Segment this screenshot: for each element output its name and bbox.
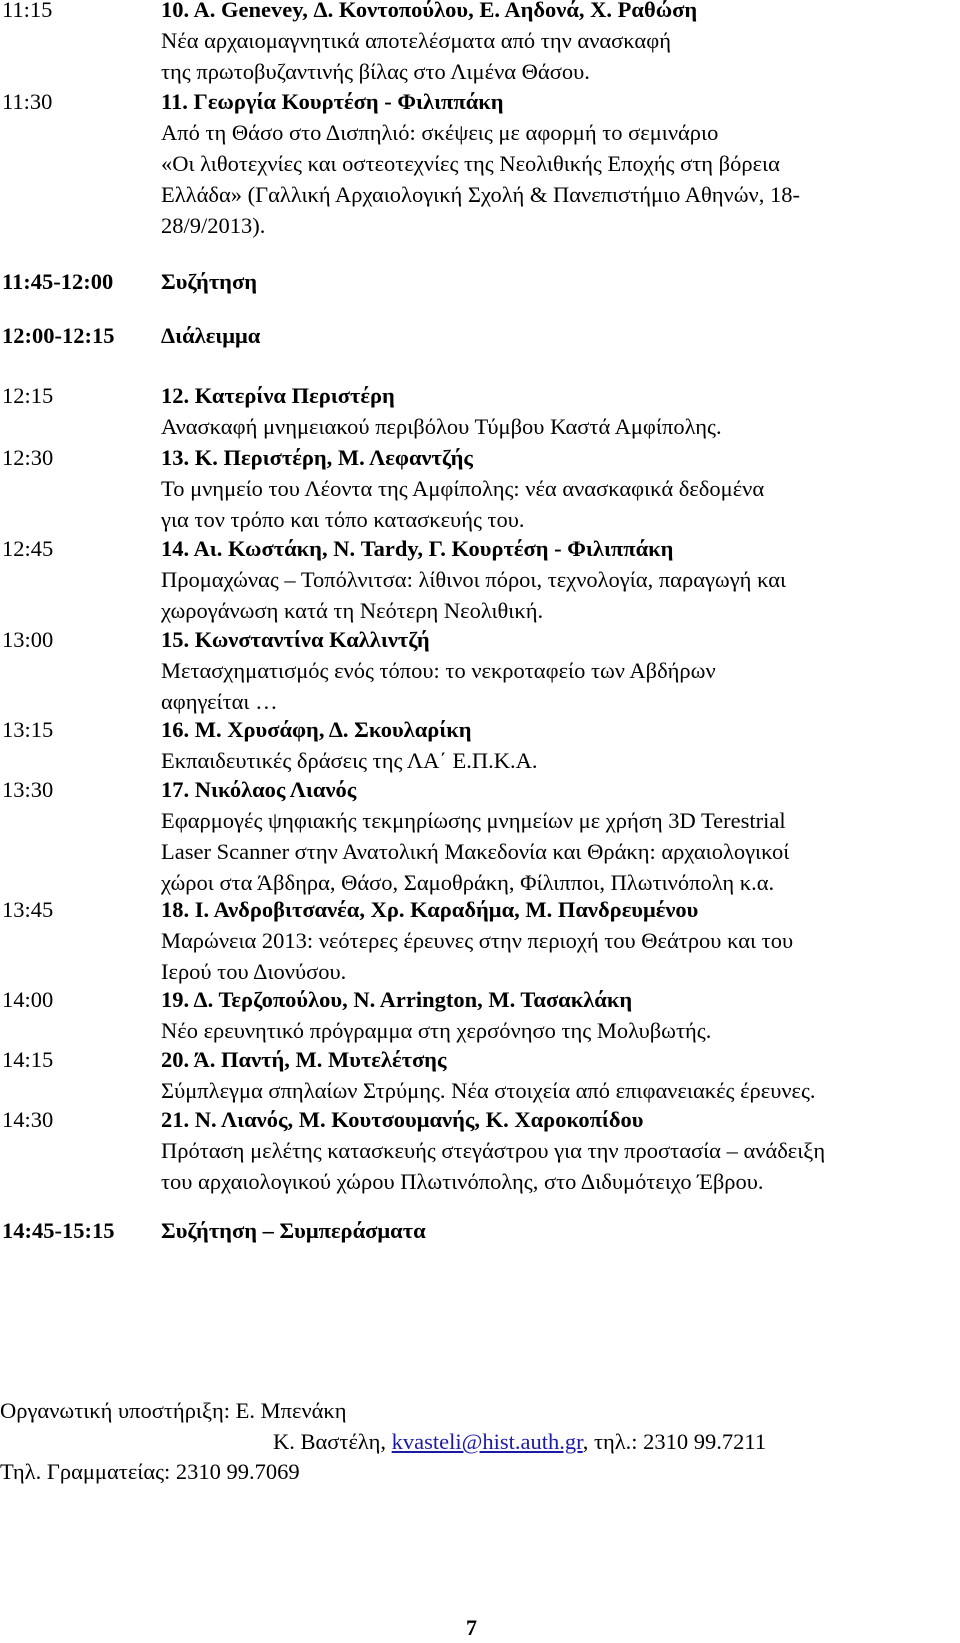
entry-content xyxy=(161,1104,951,1197)
entry-text-line: Ελλάδα» (Γαλλική Αρχαιολογική Σχολή & Πανεπιστήμιο Αθηνών, 18- xyxy=(161,182,800,207)
entry-text-line: Ιερού του Διονύσου. xyxy=(161,959,347,984)
entry-content xyxy=(161,320,951,351)
entry-heading: 21. Ν. Λιανός, Μ. Κουτσουμανής, Κ. Χαροκοπίδου xyxy=(161,1107,644,1132)
entry-content xyxy=(161,984,951,1046)
entry-content xyxy=(161,533,951,626)
entry-text-line: χωρογάνωση κατά τη Νεότερη Νεολιθική. xyxy=(161,598,544,623)
entry-content xyxy=(161,1044,951,1106)
entry-text-line: της πρωτοβυζαντινής βίλας στο Λιμένα Θάσου. xyxy=(161,59,590,84)
entry-text-line: Μετασχηματισμός ενός τόπου: το νεκροταφείο των Αβδήρων xyxy=(161,658,716,683)
entry-content xyxy=(161,774,951,898)
entry-heading: Συζήτηση xyxy=(161,269,257,294)
entry-content xyxy=(161,1215,951,1246)
entry-heading: 11. Γεωργία Κουρτέση - Φιλιππάκη xyxy=(161,89,504,114)
contact-email-link[interactable]: kvasteli@hist.auth.gr xyxy=(391,1429,583,1454)
entry-heading: Διάλειμμα xyxy=(161,323,261,348)
entry-text-line: 28/9/2013). xyxy=(161,213,266,238)
entry-content xyxy=(161,86,951,241)
entry-text-line: Από τη Θάσο στο Δισπηλιό: σκέψεις με αφορμή το σεμινάριο xyxy=(161,120,719,145)
page-number: 7 xyxy=(466,1615,477,1640)
entry-heading: 16. Μ. Χρυσάφη, Δ. Σκουλαρίκη xyxy=(161,717,472,742)
entry-content xyxy=(161,624,951,717)
entry-text-line: Εφαρμογές ψηφιακής τεκμηρίωσης μνημείων με χρήση 3D Terestrial xyxy=(161,808,786,833)
entry-time: 12:45 xyxy=(2,536,54,561)
entry-text-line: του αρχαιολογικού χώρου Πλωτινόπολης, στο Διδυμότειχο Έβρου. xyxy=(161,1169,764,1194)
entry-heading: Συζήτηση – Συμπεράσματα xyxy=(161,1218,426,1243)
entry-heading: 17. Νικόλαος Λιανός xyxy=(161,777,357,802)
entry-content xyxy=(161,714,951,776)
contact-line xyxy=(273,1426,766,1457)
entry-heading: 14. Αι. Κωστάκη, Ν. Tardy, Γ. Κουρτέση - Φιλιππάκη xyxy=(161,536,674,561)
entry-content xyxy=(161,266,951,297)
entry-text-line: Νέο ερευνητικό πρόγραμμα στη χερσόνησο της Μολυβωτής. xyxy=(161,1018,712,1043)
entry-text-line: Εκπαιδευτικές δράσεις της ΛΑ΄ Ε.Π.Κ.Α. xyxy=(161,748,538,773)
entry-time: 13:15 xyxy=(2,717,54,742)
entry-time: 13:00 xyxy=(2,627,54,652)
entry-content xyxy=(161,442,951,535)
entry-text-line: Νέα αρχαιομαγνητικά αποτελέσματα από την ανασκαφή xyxy=(161,28,671,53)
entry-time: 11:30 xyxy=(2,89,53,114)
entry-text-line: Laser Scanner στην Ανατολική Μακεδονία και Θράκη: αρχαιολογικοί xyxy=(161,839,790,864)
entry-time: 13:45 xyxy=(2,897,54,922)
entry-time: 14:00 xyxy=(2,987,54,1012)
entry-text-line: «Οι λιθοτεχνίες και οστεοτεχνίες της Νεολιθικής Εποχής στη βόρεια xyxy=(161,151,780,176)
entry-text-line: Σύμπλεγμα σπηλαίων Στρύμης. Νέα στοιχεία από επιφανειακές έρευνες. xyxy=(161,1078,816,1103)
entry-time: 14:15 xyxy=(2,1047,54,1072)
entry-heading: 19. Δ. Τερζοπούλου, N. Arrington, Μ. Τασακλάκη xyxy=(161,987,633,1012)
entry-heading: 12. Κατερίνα Περιστέρη xyxy=(161,383,395,408)
organizing-support-line: Οργανωτική υποστήριξη: Ε. Μπενάκη xyxy=(0,1398,347,1423)
entry-time: 11:45-12:00 xyxy=(2,269,114,294)
entry-time: 11:15 xyxy=(2,0,53,22)
entry-heading: 15. Κωνσταντίνα Καλλιντζή xyxy=(161,627,430,652)
entry-time: 12:30 xyxy=(2,445,54,470)
entry-content xyxy=(161,894,951,987)
entry-text-line: χώροι στα Άβδηρα, Θάσο, Σαμοθράκη, Φίλιπποι, Πλωτινόπολη κ.α. xyxy=(161,870,775,895)
entry-text-line: Προμαχώνας – Τοπόλνιτσα: λίθινοι πόροι, τεχνολογία, παραγωγή και xyxy=(161,567,787,592)
entry-text-line: Το μνημείο του Λέοντα της Αμφίπολης: νέα ανασκαφικά δεδομένα xyxy=(161,476,765,501)
entry-text-line: αφηγείται … xyxy=(161,689,278,714)
entry-time: 14:30 xyxy=(2,1107,54,1132)
entry-heading: 10. Α. Genevey, Δ. Κοντοπούλου, Ε. Αηδονά, Χ. Ραθώση xyxy=(161,0,698,22)
entry-heading: 13. Κ. Περιστέρη, Μ. Λεφαντζής xyxy=(161,445,473,470)
entry-content xyxy=(161,380,951,442)
entry-heading: 20. Ά. Παντή, Μ. Μυτελέτσης xyxy=(161,1047,447,1072)
entry-text-line: για τον τρόπο και τόπο κατασκευής του. xyxy=(161,507,525,532)
contact-prefix: Κ. Βαστέλη, xyxy=(273,1429,392,1454)
entry-time: 13:30 xyxy=(2,777,54,802)
entry-time: 12:00-12:15 xyxy=(2,323,115,348)
contact-suffix: , τηλ.: 2310 99.7211 xyxy=(582,1429,767,1454)
entry-text-line: Μαρώνεια 2013: νεότερες έρευνες στην περιοχή του Θεάτρου και του xyxy=(161,928,794,953)
secretariat-phone-line: Τηλ. Γραμματείας: 2310 99.7069 xyxy=(0,1459,300,1484)
entry-time: 14:45-15:15 xyxy=(2,1218,115,1243)
entry-time: 12:15 xyxy=(2,383,54,408)
entry-content xyxy=(161,0,951,87)
entry-text-line: Πρόταση μελέτης κατασκευής στεγάστρου για την προστασία – ανάδειξη xyxy=(161,1138,826,1163)
entry-heading: 18. Ι. Ανδροβιτσανέα, Χρ. Καραδήμα, Μ. Πανδρευμένου xyxy=(161,897,699,922)
entry-text-line: Ανασκαφή μνημειακού περιβόλου Τύμβου Καστά Αμφίπολης. xyxy=(161,414,722,439)
